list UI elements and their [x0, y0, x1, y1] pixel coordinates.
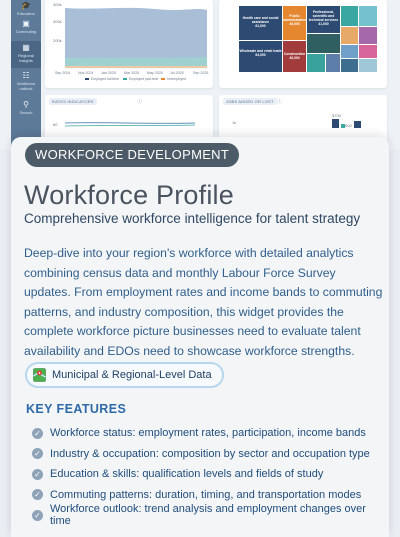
treemap-cell	[341, 27, 358, 44]
x-tick: Jul 2025	[170, 71, 184, 75]
feature-text: Workforce status: employment rates, participation, income bands	[50, 427, 366, 440]
check-icon: ✓	[32, 469, 43, 480]
check-icon: ✓	[32, 489, 43, 500]
treemap-cell	[359, 27, 377, 44]
treemap-cell	[359, 59, 377, 72]
card-title: RATES INDICATORS	[49, 98, 97, 105]
data-label: 600	[345, 123, 352, 128]
treemap-cell: Professional, scientific and technical services 41,000	[307, 6, 340, 33]
y-tick: 300k	[53, 19, 62, 24]
y-tick: 200k	[53, 38, 62, 43]
employment-area-chart	[45, 0, 213, 88]
treemap-cell: Public administration 46,000	[283, 6, 306, 40]
list-item	[32, 485, 382, 506]
y-tick: 400k	[53, 2, 62, 7]
treemap-cell: Wholesale and retail trade 64,000	[239, 41, 282, 72]
x-tick: Sep 2024	[55, 71, 71, 75]
area-unemployed	[65, 66, 207, 68]
card-title: JOBS ADDED OR LOST	[223, 98, 277, 105]
building-icon: ▦	[22, 43, 30, 52]
feature-text: Workforce outlook: trend analysis and employment changes over time	[50, 503, 366, 528]
treemap-cell: Construction 40,000	[283, 41, 306, 72]
sidebar-nav	[11, 0, 41, 150]
feature-text: Industry & occupation: composition by sector and occupation type	[50, 447, 370, 460]
page-title: Workforce Profile	[24, 180, 234, 210]
treemap-cell	[307, 34, 340, 53]
industry-treemap-card	[219, 0, 387, 88]
treemap-cell	[307, 54, 325, 72]
x-tick: Jan 2025	[101, 71, 116, 75]
bar	[341, 124, 345, 128]
check-icon: ✓	[32, 448, 43, 459]
list-item	[32, 464, 382, 485]
x-tick: Mar 2025	[124, 71, 140, 75]
legend-item: Employed full-time	[91, 77, 119, 81]
check-icon: ✓	[32, 428, 43, 439]
employment-area-chart-card	[45, 0, 213, 88]
search-icon: ⚲	[23, 100, 29, 109]
sidebar-item-regional-insights[interactable]: ▦ Regional Insights	[11, 41, 41, 68]
dashboard-background	[0, 0, 400, 150]
treemap-cell	[341, 45, 358, 58]
map-icon	[33, 368, 46, 382]
workforce-profile-panel	[11, 137, 389, 537]
sidebar-item-education[interactable]: 🎓 Education	[17, 1, 35, 16]
feature-text: Commuting patterns: duration, timing, and transportation modes	[50, 488, 362, 501]
data-label: $700	[332, 113, 341, 118]
graduation-icon: 🎓	[21, 1, 31, 10]
x-tick: May 2025	[147, 71, 163, 75]
treemap-cell	[359, 45, 377, 58]
legend-item: Unemployed	[167, 77, 187, 81]
page-subtitle: Comprehensive workforce intelligence for talent strategy	[24, 211, 361, 226]
y-tick: 60	[53, 122, 58, 127]
info-icon[interactable]: ⓘ	[137, 99, 143, 105]
treemap-cell	[341, 6, 358, 26]
badge-label: Municipal & Regional-Level Data	[52, 369, 212, 381]
feature-text: Education & skills: qualification levels and fields of study	[50, 468, 324, 481]
treemap-cell	[341, 59, 358, 72]
list-item	[32, 423, 382, 444]
list-item	[32, 505, 382, 526]
treemap-cell	[359, 6, 377, 26]
sidebar-item-workforce-outlook[interactable]: ☷ Workforce outlook	[16, 71, 36, 91]
legend-item: Employed part-time	[129, 77, 159, 81]
info-icon[interactable]: ⓘ	[277, 99, 283, 105]
car-icon: ▣	[22, 19, 30, 28]
x-tick: Sep 2025	[193, 71, 209, 75]
area-full-time	[65, 8, 207, 62]
sidebar-item-search[interactable]: ⚲ Search	[19, 100, 33, 115]
y-tick: 1k	[232, 120, 237, 125]
treemap-cell: Health care and social assistance 61,000	[239, 6, 282, 40]
data-level-badge[interactable]	[25, 362, 224, 388]
features-list	[32, 423, 382, 526]
sidebar-item-commuting[interactable]: ▣ Commuting	[15, 19, 37, 34]
bar	[354, 121, 361, 128]
list-item	[32, 444, 382, 465]
area-part-time	[65, 57, 207, 66]
treemap-cell	[326, 54, 340, 72]
bar	[332, 119, 339, 128]
features-heading: KEY FEATURES	[26, 402, 127, 416]
outlook-icon: ☷	[22, 71, 30, 80]
check-icon: ✓	[32, 510, 43, 521]
category-tag: WORKFORCE DEVELOPMENT	[25, 143, 239, 167]
description: Deep-dive into your region's workforce with detailed analytics combining census data and monthly Labour Force Survey updates. From employment rates and income bands to commuting patterns, and industry composition, this widget provides the complete workforce picture businesses need to evaluate talent availability and EDOs need to showcase workforce strengths.	[24, 246, 383, 358]
x-tick: Nov 2024	[78, 71, 94, 75]
